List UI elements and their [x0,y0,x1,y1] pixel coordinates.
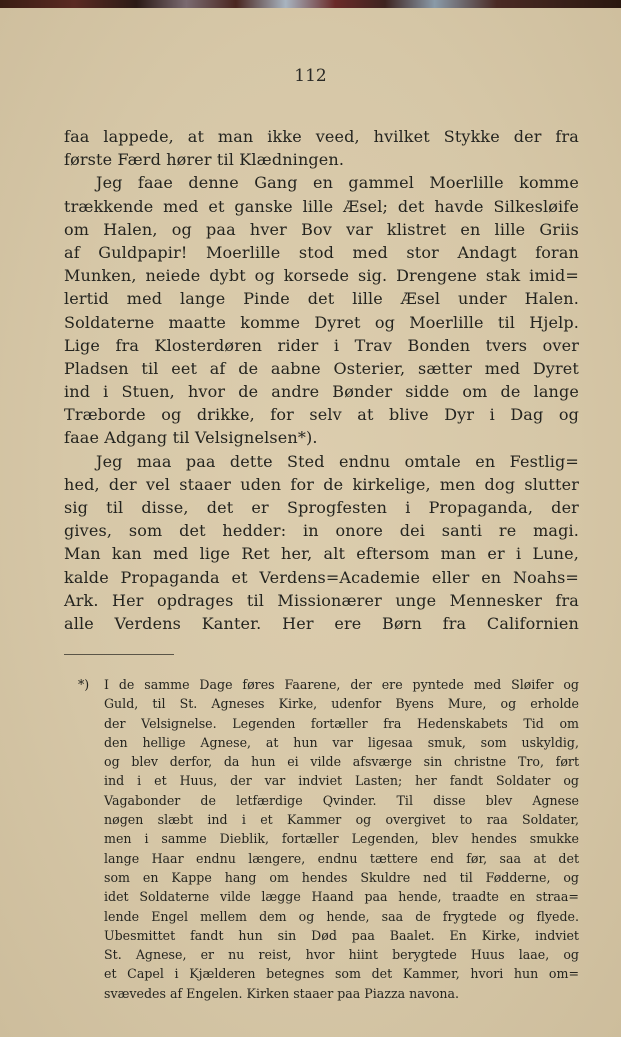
page-number: 112 [294,66,327,86]
footnote-line: og blev derfor, da hun ei vilde afsværge sin christne Tro, ført [104,754,579,770]
paragraph-start-line: Jeg faae denne Gang en gammel Moerlille komme [96,173,579,193]
paragraph-start-line: Jeg maa paa dette Sted endnu omtale en Festlig= [96,451,579,471]
body-text [64,125,579,635]
text-line: alle Verdens Kanter. Her ere Børn fra Californien [64,613,579,633]
text-line: Pladsen til eet af de aabne Osterier, sætter med Dyret [64,358,579,378]
text-line: Man kan med lige Ret her, alt eftersom man er i Lune, [64,544,579,564]
text-line: Ark. Her opdrages til Missionærer unge Mennesker fra [64,590,579,610]
text-line: sig til disse, det er Sprogfesten i Propaganda, der [64,498,579,517]
marbled-book-edge [0,0,621,8]
footnote-line: I de samme Dage føres Faarene, der ere pyntede med Sløifer og [104,677,579,692]
footnote [78,675,579,1003]
text-line: faa lappede, at man ikke veed, hvilket Stykke der fra [64,127,579,146]
footnote-line: lange Haar endnu længere, endnu tættere end før, saa at det [104,850,579,866]
text-line: ind i Stuen, hvor de andre Bønder sidde om de lange [64,382,579,402]
text-line: lertid med lange Pinde det lille Æsel under Halen. [64,289,579,309]
footnote-line: men i samme Dieblik, fortæller Legenden, blev hendes smukke [104,831,579,847]
text-line: Lige fra Klosterdøren rider i Trav Bonden tvers over [64,335,579,355]
text-line: Træborde og drikke, for selv at blive Dyr i Dag og [64,405,579,425]
text-line: trækkende med et ganske lille Æsel; det havde Silkesløife [64,196,579,216]
footnote-text [104,675,579,1003]
footnote-line: Guld, til St. Agneses Kirke, udenfor Byens Mure, og erholde [104,696,579,712]
footnote-line: ind i et Huus, der var indviet Lasten; her fandt Soldater og [104,773,579,789]
footnote-line: som en Kappe hang om hendes Skuldre ned til Fødderne, og [104,869,579,885]
text-line: af Guldpapir! Moerlille stod med stor Andagt foran [64,242,579,262]
text-line: Munken, neiede dybt og korsede sig. Drengene stak imid= [64,266,579,286]
footnote-line: lende Engel mellem dem og hende, saa de frygtede og flyede. [104,908,579,924]
book-page [0,8,621,1037]
text-line: gives, som det hedder: in onore dei santi re magi. [64,521,579,541]
footnote-separator-rule [64,654,174,655]
text-line: om Halen, og paa hver Bov var klistret en lille Griis [64,219,579,239]
footnote-line: Vagabonder de letfærdige Qvinder. Til disse blev Agnese [104,792,579,808]
text-line: kalde Propaganda et Verdens=Academie eller en Noahs= [64,567,579,587]
footnote-marker: *) [78,677,90,692]
footnote-line: et Capel i Kjælderen betegnes som det Kammer, hvori hun om= [104,966,579,982]
footnote-reference-line: faae Adgang til Velsignelsen*). [64,428,318,448]
footnote-line: svævedes af Engelen. Kirken staaer paa Piazza navona. [104,985,460,1001]
text-line: Soldaterne maatte komme Dyret og Moerlille til Hjelp. [64,312,579,332]
footnote-line: nøgen slæbt ind i et Kammer og overgivet to raa Soldater, [104,812,579,828]
footnote-line: St. Agnese, er nu reist, hvor hiint berygtede Huus laae, og [104,947,579,963]
footnote-line: den hellige Agnese, at hun var ligesaa smuk, som uskyldig, [104,734,579,750]
text-line: hed, der vel staaer uden for de kirkelige, men dog slutter [64,474,579,494]
text-line: første Færd hører til Klædningen. [64,150,345,170]
footnote-line: idet Soldaterne vilde lægge Haand paa hende, traadte en straa= [104,889,579,905]
footnote-line: der Velsignelse. Legenden fortæller fra Hedenskabets Tid om [104,715,579,731]
footnote-line: Ubesmittet fandt hun sin Død paa Baalet. En Kirke, indviet [104,927,579,943]
